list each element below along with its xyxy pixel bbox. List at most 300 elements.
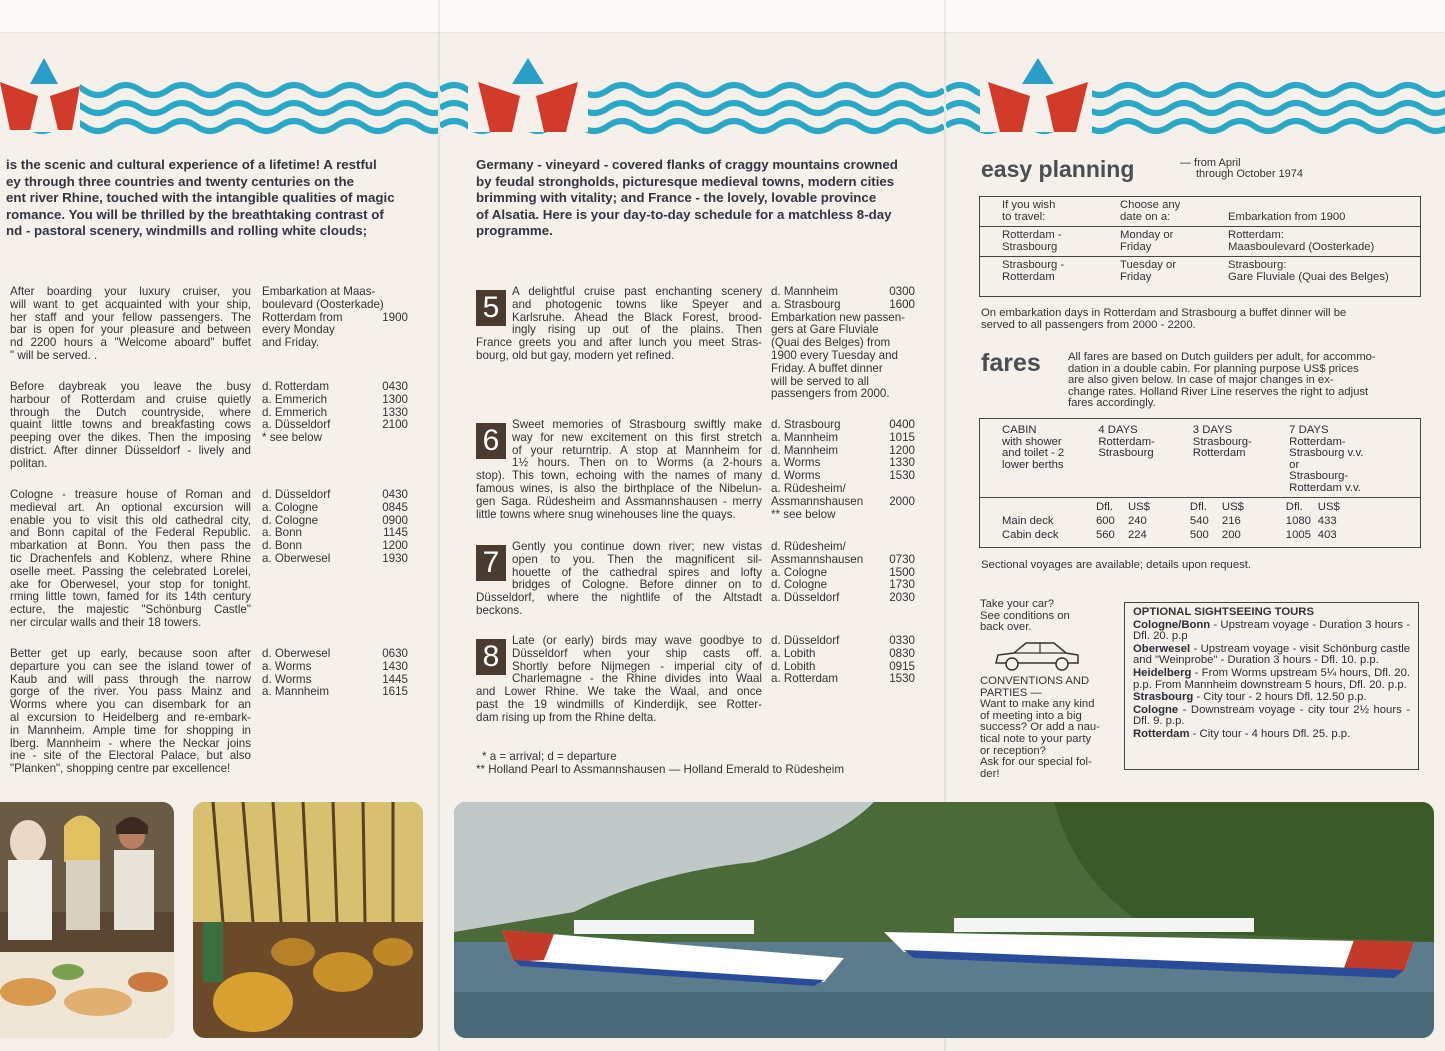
day-text-line: "Planken", shopping centre par excellence! <box>10 762 231 776</box>
tour-details: - City tour - 4 hours Dfl. 25. p.p. <box>1189 727 1351 740</box>
day-text-line: through the Dutch countryside, where <box>10 405 251 419</box>
wave-band-middle <box>440 52 944 138</box>
tour-city: Oberwesel <box>1133 642 1191 655</box>
schedule-time: 1615 <box>382 685 408 699</box>
schedule-time: 0900 <box>382 513 408 527</box>
schedule-row <box>262 661 408 674</box>
schedule-port: d. Rotterdam <box>262 380 330 393</box>
schedule-port: d. Mannheim <box>771 443 839 457</box>
fares-header-cell: CABIN with shower and toilet - 2 lower berths <box>1002 424 1065 471</box>
day-description <box>476 419 762 521</box>
schedule-row <box>771 509 915 522</box>
schedule-port: a. Bonn <box>262 526 302 540</box>
tour-city: Strasbourg <box>1133 691 1194 704</box>
tour-item <box>1133 620 1410 643</box>
day-text-line: and photogenic towns like Speyer and <box>512 297 762 311</box>
day-text-line: peeping over the dikes. Then the imposing <box>10 431 251 445</box>
schedule-time: 2030 <box>889 591 915 605</box>
day-text-line: ake for Oberwesel, your stop for tonight. <box>10 577 251 591</box>
day-text-line: After boarding your luxury cruiser, you <box>10 285 251 298</box>
fares-value: 433 <box>1317 515 1337 527</box>
intro-left-line: is the scenic and cultural experience of a lifetime! A restful <box>6 157 377 172</box>
schedule-time: 2000 <box>889 494 915 508</box>
schedule-port: Embarkation new passen- <box>771 310 906 324</box>
schedule-port: a. Düsseldorf <box>771 591 840 605</box>
planning-cell: Rotterdam: Maasboulevard (Oosterkade) <box>1228 229 1375 253</box>
wave-band-right <box>946 52 1445 138</box>
day-text-line: Cologne - treasure house of Roman and <box>10 488 251 501</box>
schedule-row <box>262 381 408 394</box>
schedule-port: a. Mannheim <box>262 685 330 699</box>
day-text-line: way for new excitement on this first stretch <box>512 430 762 444</box>
schedule-row <box>771 286 915 299</box>
planning-cell: If you wish to travel: <box>1002 199 1056 223</box>
fares-header-cell: 4 DAYS Rotterdam- Strasbourg <box>1098 424 1155 460</box>
schedule-port: d. Worms <box>262 672 312 686</box>
schedule-row <box>262 337 408 350</box>
fares-deck-name <box>980 500 1096 514</box>
intro-middle <box>476 157 916 240</box>
fares-value: 600 <box>1095 515 1115 527</box>
tour-details: - Downstream voyage - city tour 2½ hours - Dfl. 9. p.p. <box>1133 703 1410 728</box>
fares-value: Dfl. <box>1189 501 1207 513</box>
schedule-port: Embarkation at Maas- <box>262 285 376 298</box>
planning-table <box>979 196 1421 297</box>
schedule-row <box>771 648 915 661</box>
schedule-port: d. Cologne <box>262 513 319 527</box>
schedule-time <box>905 312 915 325</box>
schedule-port: every Monday <box>262 323 335 337</box>
fares-header-cell: 3 DAYS Strasbourg- Rotterdam <box>1192 424 1252 460</box>
day-text-line: in Mannheim. Ample time for shopping in <box>10 723 251 737</box>
schedule-row <box>771 496 915 509</box>
tour-city: Cologne <box>1133 703 1179 716</box>
day-number: 8 <box>476 639 506 675</box>
fares-value: US$ <box>1221 501 1244 513</box>
schedule-row <box>771 363 915 376</box>
schedule-port: a. Lobith <box>771 646 816 660</box>
day-text-line: ingly rising up out of the plains. Then <box>512 323 762 337</box>
fares-value: 403 <box>1317 529 1337 541</box>
buffet-photo <box>0 802 174 1038</box>
schedule-port: d. Oberwesel <box>262 647 331 660</box>
fares-text-line: fares accordingly. <box>1068 397 1156 410</box>
day-number: 5 <box>476 290 506 326</box>
schedule-time: 0300 <box>889 285 915 298</box>
schedule-row <box>262 432 408 445</box>
fares-value: 540 <box>1189 515 1209 527</box>
day-text-line: Better get up early, because soon after <box>10 647 251 660</box>
schedule-port: (Quai des Belges) from <box>771 336 891 350</box>
planning-note-line: served to all passengers from 2000 - 2200. <box>981 318 1196 331</box>
tour-city: Cologne/Bonn <box>1133 618 1211 631</box>
schedule-row <box>771 554 915 567</box>
fares-deck-row <box>980 514 1420 528</box>
schedule-row <box>771 432 915 445</box>
conventions-line: or reception? <box>980 744 1046 757</box>
schedule-port: d. Cologne <box>771 578 828 592</box>
fares-table <box>979 418 1421 548</box>
schedule-time: 1330 <box>382 405 408 419</box>
schedule-time: 1730 <box>889 578 915 592</box>
schedule-port: a. Cologne <box>771 565 828 579</box>
schedule <box>771 541 915 605</box>
day-text-line: gen Saga. Rüdesheim and Assmannshausen - merry <box>476 494 762 508</box>
planning-row <box>980 197 1420 227</box>
fares-deck-name: Cabin deck <box>1002 529 1059 541</box>
schedule <box>262 648 408 699</box>
planning-cell: Embarkation from 1900 <box>1228 210 1346 223</box>
day-text-line: oselle meet. Passing the celebrated Lorelei, <box>10 564 251 578</box>
day-text-line: ecture, the majestic "Schönburg Castle" <box>10 603 251 617</box>
schedule-port: a. Worms <box>262 659 312 673</box>
schedule-port: * see below <box>262 431 322 445</box>
day-text-line: rming little town, famed for its 14th century <box>10 590 251 604</box>
schedule-time: 1200 <box>382 539 408 553</box>
schedule-port: a. Mannheim <box>771 430 839 444</box>
day-text-line: houette of the cathedral spires and lofty <box>512 565 762 579</box>
schedule-port: d. Emmerich <box>262 405 328 419</box>
schedule-time <box>372 432 408 445</box>
schedule-port: 1900 every Tuesday and <box>771 348 898 362</box>
schedule-time: 1530 <box>889 672 915 686</box>
tour-item <box>1133 692 1410 704</box>
schedule-time: 2100 <box>382 418 408 432</box>
schedule-row <box>262 299 408 312</box>
intro-mid-line: brimming with vitality; and France - the lovely, lovable province <box>476 190 877 206</box>
day-text-line: Worms where you can disembark for an <box>10 698 251 712</box>
day-text-line: dam rising up from the Rhine delta. <box>476 710 657 724</box>
day-text-line: politan. <box>10 456 48 470</box>
day-text-line: departure you can see the island tower of <box>10 659 251 673</box>
day-text-line: ine - site of the Electoral Palace, but also <box>10 749 251 763</box>
footnotes <box>476 751 936 777</box>
day-text-line: Charlemagne - the Rhine divides into Waal <box>512 672 762 686</box>
schedule-time: 1330 <box>889 456 915 470</box>
schedule-port: d. Düsseldorf <box>771 634 840 647</box>
schedule-row <box>771 592 915 605</box>
day-text-line: enable you to visit this old cathedral city, <box>10 513 251 527</box>
schedule-time: 1600 <box>889 297 915 311</box>
intro-left <box>6 157 408 240</box>
day-text-line: lberg. Mannheim - where the Neckar joins <box>10 736 251 750</box>
day-text-line: and Lower Rhine. We take the Waal, and once <box>476 685 762 699</box>
intro-mid-line: Germany - vineyard - covered flanks of craggy mountains crowned <box>476 157 898 172</box>
fares-value: 200 <box>1221 529 1241 541</box>
period-from: — from April <box>1180 157 1241 169</box>
fares-value: 1005 <box>1285 529 1311 541</box>
day-text-line: France greets you and after lunch you meet Stras- <box>476 336 762 350</box>
schedule-time: 1430 <box>382 659 408 673</box>
schedule <box>262 286 408 350</box>
day-text-line: 1½ hours. Then on to Worms (a 2-hours <box>512 456 762 470</box>
schedule-time: 1015 <box>889 430 915 444</box>
schedule-row <box>262 648 408 661</box>
fares-deck-row <box>980 528 1420 542</box>
schedule-row <box>262 502 408 515</box>
schedule-row <box>771 419 915 432</box>
schedule-time <box>372 337 408 350</box>
intro-mid-line: by feudal strongholds, picturesque medieval towns, modern cities <box>476 173 895 189</box>
fares-value: 216 <box>1221 515 1241 527</box>
intro-left-line: ent river Rhine, touched with the intangible qualities of magic <box>6 190 395 206</box>
fold-line-left <box>438 0 440 1051</box>
schedule-row <box>771 635 915 648</box>
tour-item <box>1133 729 1410 741</box>
schedule-row <box>262 553 408 566</box>
schedule-port: d. Bonn <box>262 539 302 553</box>
day-text-line: bar is open for your pleasure and between <box>10 323 251 337</box>
schedule-port: Assmannshausen <box>771 552 864 566</box>
day-text-line: harbour of Rotterdam and cruise quietly <box>10 392 251 406</box>
schedule-port: a. Rotterdam <box>771 672 839 686</box>
schedule-time: 1930 <box>382 551 408 565</box>
day-text-line: will want to get acquainted with your ship, <box>10 297 251 311</box>
schedule-time <box>883 363 915 376</box>
schedule-time: 0830 <box>889 646 915 660</box>
schedule <box>262 489 408 566</box>
schedule <box>262 381 408 445</box>
day-text-line: mbarkation at Bonn. You then pass the <box>10 539 251 553</box>
day-text-line: Gently you continue down river; new vistas <box>512 540 762 553</box>
day-description <box>10 286 251 363</box>
conventions-line: Ask for our special fol- <box>980 756 1092 769</box>
fares-value: 500 <box>1189 529 1209 541</box>
schedule-time <box>879 483 915 496</box>
day-text-line: her staff and your fellow passengers. The <box>10 310 251 324</box>
schedule-port: a. Oberwesel <box>262 551 331 565</box>
schedule-row <box>771 350 915 363</box>
tour-city: Rotterdam <box>1133 727 1190 740</box>
sectional-note: Sectional voyages are available; details upon request. <box>981 559 1252 571</box>
car-line: Take your car? <box>980 598 1055 610</box>
day-text-line: past the 19 windmills of Kinderdijk, see Rotter- <box>476 697 762 711</box>
day-text-line: Düsseldorf, where the nightlife of the Altstadt <box>476 591 762 605</box>
day-text-line: Karlsruhe. Ahead the Black Forest, brood- <box>512 310 762 324</box>
day-text-line: Düsseldorf when your ship casts off. <box>512 646 762 660</box>
day-text-line: A delightful cruise past enchanting scenery <box>512 285 762 298</box>
schedule-time: 1530 <box>889 469 915 483</box>
conventions-line: der! <box>980 767 1000 780</box>
conventions-line: tical note to your party <box>980 732 1092 745</box>
schedule-time: 1145 <box>383 526 408 540</box>
day-text-line: medieval art. An optional excursion will <box>10 500 251 514</box>
planning-cell: Strasbourg: Gare Fluviale (Quai des Belges) <box>1228 259 1389 283</box>
schedule-port: d. Rüdesheim/ <box>771 540 846 553</box>
schedule-port: d. Strasbourg <box>771 418 841 431</box>
schedule-time: 1300 <box>382 392 408 406</box>
schedule-time: 1500 <box>889 565 915 579</box>
schedule-time: 1200 <box>889 443 915 457</box>
tour-item <box>1133 705 1410 728</box>
day-text-line: tic Drachenfels and Koblenz, where Rhine <box>10 551 251 565</box>
day-description <box>10 648 251 776</box>
schedule-row <box>262 394 408 407</box>
fares-value: 240 <box>1127 515 1147 527</box>
day-text-line: Shortly before Nijmegen - imperial city of <box>512 659 762 673</box>
tour-details: - Upstream voyage - Duration 3 hours - Dfl. 20. p.p <box>1133 618 1410 643</box>
schedule-time: 0630 <box>382 647 408 660</box>
fares-currency-row <box>980 500 1420 514</box>
day-text-line: Kaub and will pass through the narrow <box>10 672 251 686</box>
fares-value: US$ <box>1317 501 1340 513</box>
planning-cell: Rotterdam - Strasbourg <box>1002 229 1062 253</box>
schedule-row <box>771 388 915 401</box>
schedule-port: a. Düsseldorf <box>262 418 331 432</box>
day-number: 7 <box>476 545 506 581</box>
fares-text-line: change rates. Holland River Line reserves the right to adjust <box>1068 385 1369 398</box>
tour-item <box>1133 668 1410 691</box>
schedule-port: passengers from 2000. <box>771 387 890 401</box>
planning-cell: Strasbourg - Rotterdam <box>1002 259 1065 283</box>
schedule-port: a. Rüdesheim/ <box>771 481 846 495</box>
intro-mid-line: of Alsatia. Here is your day-to-day schedule for a matchless 8-day <box>476 206 892 222</box>
fares-deck-name: Main deck <box>1002 515 1054 527</box>
day-description <box>476 286 762 363</box>
schedule-time <box>384 299 408 312</box>
schedule-row <box>771 299 915 312</box>
schedule-time: 0430 <box>382 488 408 501</box>
fares-value: Dfl. <box>1095 501 1113 513</box>
schedule-row <box>262 686 408 699</box>
intro-left-line: romance. You will be thrilled by the breathtaking contrast of <box>6 206 384 222</box>
day-number: 6 <box>476 423 506 459</box>
day-text-line: bridges of Cologne. Before dinner on to <box>512 578 762 592</box>
period-through: through October 1974 <box>1196 168 1304 180</box>
planning-cell: Tuesday or Friday <box>1120 259 1177 283</box>
fares-value: Dfl. <box>1285 501 1303 513</box>
car-text <box>980 599 1100 634</box>
footnote-arrival: * a = arrival; d = departure <box>482 750 617 763</box>
schedule-row <box>262 489 408 502</box>
schedule-time <box>890 388 915 401</box>
schedule-port: d. Worms <box>771 469 821 483</box>
day-text-line: bourg, old but gay, modern yet refined. <box>476 348 675 362</box>
day-text-line: " will be served. . <box>10 348 98 362</box>
schedule-time <box>879 541 915 554</box>
schedule <box>771 419 915 521</box>
fares-header-cell: 7 DAYS Rotterdam- Strasbourg v.v. or Strasbourg- Rotterdam v.v. <box>1289 424 1364 494</box>
day-text-line: little towns where snug winehouses line the quays. <box>476 507 736 521</box>
schedule-row <box>262 286 408 299</box>
schedule-time: 1900 <box>382 310 408 324</box>
paper-top-edge <box>0 0 1445 33</box>
schedule-port: Rotterdam from <box>262 310 343 324</box>
day-text-line: famous wines, is also the birthplace of the Nibelun- <box>476 481 762 495</box>
schedule-port: d. Mannheim <box>771 285 839 298</box>
day-text-line: ner circular walls and their 18 towers. <box>10 615 202 629</box>
schedule-port: d. Düsseldorf <box>262 488 331 501</box>
schedule-port: Assmannshausen <box>771 494 864 508</box>
conventions-text <box>980 676 1120 780</box>
conventions-line: Want to make any kind <box>980 698 1095 711</box>
schedule-port: ** see below <box>771 507 836 521</box>
day-text-line: open to you. Then the magnificent sil- <box>512 552 762 566</box>
schedule <box>771 286 915 401</box>
schedule-port: will be served to all <box>771 374 869 388</box>
schedule-time: 0915 <box>889 659 915 673</box>
schedule-row <box>771 541 915 554</box>
schedule-time <box>898 350 915 363</box>
fares-text-line: are also given below. In case of major changes in ex- <box>1068 374 1334 387</box>
fares-text <box>1068 352 1420 410</box>
schedule-time <box>372 324 408 337</box>
footnote-ships: ** Holland Pearl to Assmannshausen — Holland Emerald to Rüdesheim <box>476 762 844 776</box>
schedule-port: a. Strasbourg <box>771 297 841 311</box>
schedule-port: a. Worms <box>771 456 821 470</box>
fares-text-line: All fares are based on Dutch guilders per adult, for accommo- <box>1068 351 1376 363</box>
planning-row <box>980 257 1420 287</box>
day-text-line: Late (or early) birds may wave goodbye to <box>512 634 762 647</box>
schedule-time <box>375 286 408 299</box>
planning-cell: Choose any date on a: <box>1120 199 1181 223</box>
conventions-line: PARTIES — <box>980 686 1042 699</box>
day-text-line: and Bonn capital of the Federal Republic. <box>10 526 251 540</box>
day-text-line: district. After dinner Düsseldorf - lively and <box>10 443 251 457</box>
car-line: back over. <box>980 621 1032 634</box>
day-text-line: gorge of the river. You pass Mainz and <box>10 685 251 699</box>
day-description <box>10 489 251 630</box>
tour-details: - Upstream voyage - visit Schönburg castle and "Weinprobe" - Duration 3 hours - Dfl. 10. p.p. <box>1133 642 1410 667</box>
tour-details: - City tour - 2 hours Dfl. 12.50 p.p. <box>1193 691 1367 704</box>
day-text-line: beckons. <box>476 603 523 617</box>
fares-value: 560 <box>1095 529 1115 541</box>
conventions-line: of meeting into a big <box>980 709 1082 722</box>
schedule-port: a. Emmerich <box>262 392 328 406</box>
schedule-time: 0400 <box>889 418 915 431</box>
wave-band-left <box>0 52 438 138</box>
river-ships-photo <box>454 802 1434 1038</box>
fares-value: US$ <box>1127 501 1150 513</box>
schedule-row <box>771 673 915 686</box>
day-text-line: nd 2200 hours a "Welcome aboard" buffet <box>10 336 251 350</box>
tour-item <box>1133 644 1410 667</box>
schedule-port: a. Cologne <box>262 500 319 514</box>
day-description <box>476 635 762 725</box>
day-text-line: Before daybreak you leave the busy <box>10 380 251 393</box>
day-text-line: quaint little towns and breakfasting cows <box>10 418 251 432</box>
day-text-line: stop). This town, echoing with the names of many <box>476 469 762 483</box>
lounge-photo <box>193 802 423 1038</box>
schedule-time: 0430 <box>382 380 408 393</box>
fares-text-line: dation in a double cabin. For planning purpose US$ prices <box>1068 362 1359 375</box>
planning-period <box>1180 158 1340 180</box>
day-text-line: al excursion to Heidelberg and re-embark- <box>10 710 251 724</box>
planning-cell: Monday or Friday <box>1120 229 1174 253</box>
schedule-time: 0730 <box>889 552 915 566</box>
schedule-time: 0845 <box>382 500 408 514</box>
schedule-row <box>771 483 915 496</box>
schedule-port: boulevard (Oosterkade) <box>262 297 384 311</box>
schedule-time: 0330 <box>889 634 915 647</box>
car-icon <box>992 637 1082 673</box>
schedule-port: and Friday. <box>262 336 320 350</box>
day-text-line: Sweet memories of Strasbourg swiftly make <box>512 418 762 431</box>
tour-details: - From Worms upstream 5¼ hours, Dfl. 20. p.p. From Mannheim downstream 5 hours, Dfl. 20. p.p. <box>1133 666 1410 691</box>
schedule-port: gers at Gare Fluviale <box>771 323 879 337</box>
car-line: See conditions on <box>980 609 1070 622</box>
schedule-time: 1445 <box>382 672 408 686</box>
intro-mid-line: programme. <box>476 223 553 239</box>
planning-note-line: On embarkation days in Rotterdam and Strasbourg a buffet dinner will be <box>981 307 1347 319</box>
schedule-time <box>879 509 915 522</box>
conventions-line: CONVENTIONS AND <box>980 675 1090 687</box>
fares-value: 224 <box>1127 529 1147 541</box>
planning-heading: easy planning <box>981 156 1135 182</box>
fares-heading: fares <box>981 349 1041 377</box>
conventions-line: success? Or add a nau- <box>980 721 1100 734</box>
tours-title: OPTIONAL SIGHTSEEING TOURS <box>1133 606 1314 618</box>
